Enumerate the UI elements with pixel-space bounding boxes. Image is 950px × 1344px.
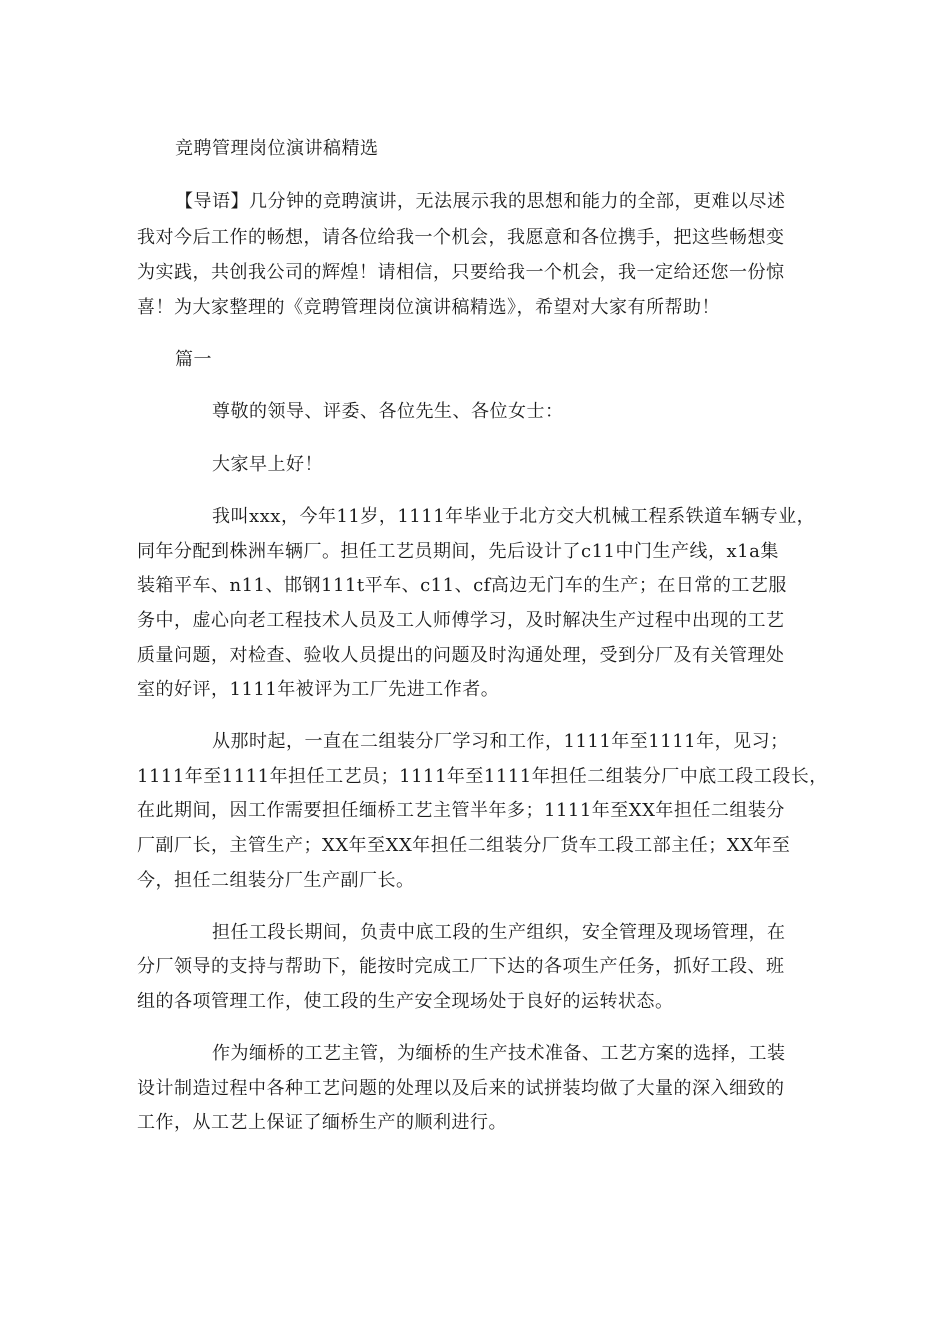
paragraph-1-line: 务中，虚心向老工程技术人员及工人师傅学习，及时解决生产过程中出现的工艺 <box>137 610 785 631</box>
intro-line: 为实践，共创我公司的辉煌！请相信，只要给我一个机会，我一定给还您一份惊 <box>137 262 785 283</box>
paragraph-4-line: 工作，从工艺上保证了缅桥生产的顺利进行。 <box>137 1112 507 1133</box>
paragraph-2-line: 在此期间，因工作需要担任缅桥工艺主管半年多；1111年至XX年担任二组装分 <box>137 800 785 821</box>
paragraph-3-line: 分厂领导的支持与帮助下，能按时完成工厂下达的各项生产任务，抓好工段、班 <box>137 956 785 977</box>
intro-line: 喜！为大家整理的《竞聘管理岗位演讲稿精选》，希望对大家有所帮助！ <box>137 297 720 318</box>
intro-line: 【导语】几分钟的竞聘演讲，无法展示我的思想和能力的全部，更难以尽述 <box>175 191 786 212</box>
paragraph-3-line: 组的各项管理工作，使工段的生产安全现场处于良好的运转状态。 <box>137 991 674 1012</box>
paragraph-1-line: 室的好评，1111年被评为工厂先进工作者。 <box>137 679 500 700</box>
paragraph-1-line: 装箱平车、n11、邯钢111t平车、c11、cf高边无门车的生产；在日常的工艺服 <box>137 575 787 596</box>
paragraph-2-line: 从那时起，一直在二组装分厂学习和工作，1111年至1111年，见习； <box>212 731 789 752</box>
paragraph-4-line: 作为缅桥的工艺主管，为缅桥的生产技术准备、工艺方案的选择，工装 <box>212 1043 786 1064</box>
paragraph-1-line: 质量问题，对检查、验收人员提出的问题及时沟通处理，受到分厂及有关管理处 <box>137 645 785 666</box>
paragraph-2-line: 今，担任二组装分厂生产副厂长。 <box>137 870 415 891</box>
paragraph-2-line: 厂副厂长，主管生产；XX年至XX年担任二组装分厂货车工段工部主任；XX年至 <box>137 835 791 856</box>
paragraph-4-line: 设计制造过程中各种工艺问题的处理以及后来的试拼装均做了大量的深入细致的 <box>137 1078 785 1099</box>
document-title: 竞聘管理岗位演讲稿精选 <box>175 138 379 159</box>
salutation: 尊敬的领导、评委、各位先生、各位女士： <box>212 401 564 422</box>
greeting: 大家早上好！ <box>212 454 323 475</box>
paragraph-1-line: 同年分配到株洲车辆厂。担任工艺员期间，先后设计了c11中门生产线，x1a集 <box>137 541 779 562</box>
intro-line: 我对今后工作的畅想，请各位给我一个机会，我愿意和各位携手，把这些畅想变 <box>137 227 785 248</box>
paragraph-1-line: 我叫xxx，今年11岁，1111年毕业于北方交大机械工程系铁道车辆专业， <box>212 506 816 527</box>
section-heading: 篇一 <box>175 349 212 370</box>
paragraph-2-line: 1111年至1111年担任工艺员；1111年至1111年担任二组装分厂中底工段工段长， <box>137 766 828 787</box>
paragraph-3-line: 担任工段长期间，负责中底工段的生产组织，安全管理及现场管理，在 <box>212 922 786 943</box>
